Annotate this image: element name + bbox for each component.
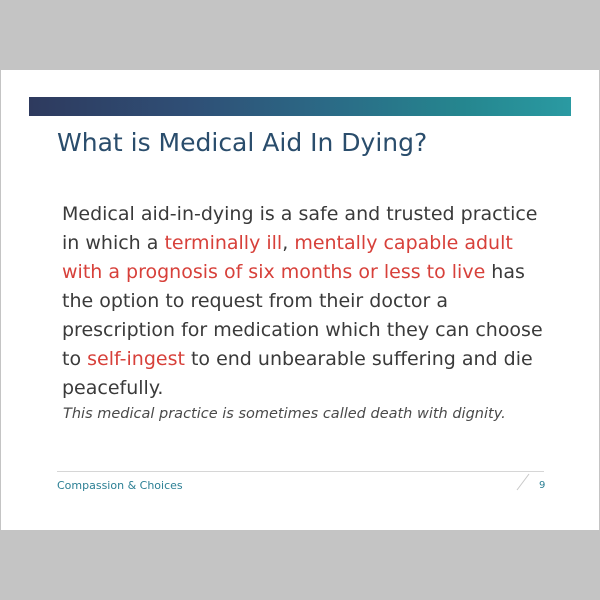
- slide-title: What is Medical Aid In Dying?: [57, 128, 428, 157]
- slide: [1, 70, 599, 530]
- body-paragraph: [62, 200, 552, 403]
- italic-note: This medical practice is sometimes called death with dignity.: [63, 406, 506, 422]
- highlight-self-ingest: self-ingest: [87, 348, 185, 370]
- footer-brand: Compassion & Choices: [57, 479, 183, 492]
- footer-divider: [57, 471, 544, 472]
- footer-slash-divider: [513, 472, 533, 492]
- body-text-segment: has the option to request from their doctor a prescription for medication which they can choose to: [62, 261, 543, 370]
- body-text-segment: to end unbearable suffering and die peacefully.: [62, 348, 533, 399]
- header-banner: [29, 97, 571, 116]
- highlight-mentally-capable: mentally capable adult with a prognosis of six months or less to live: [62, 232, 513, 283]
- highlight-terminally-ill: terminally ill: [164, 232, 283, 254]
- body-text-segment: ,: [282, 232, 295, 254]
- page-number: 9: [539, 480, 546, 491]
- body-text-segment: Medical aid-in-dying is a safe and trusted practice in which a: [62, 203, 538, 254]
